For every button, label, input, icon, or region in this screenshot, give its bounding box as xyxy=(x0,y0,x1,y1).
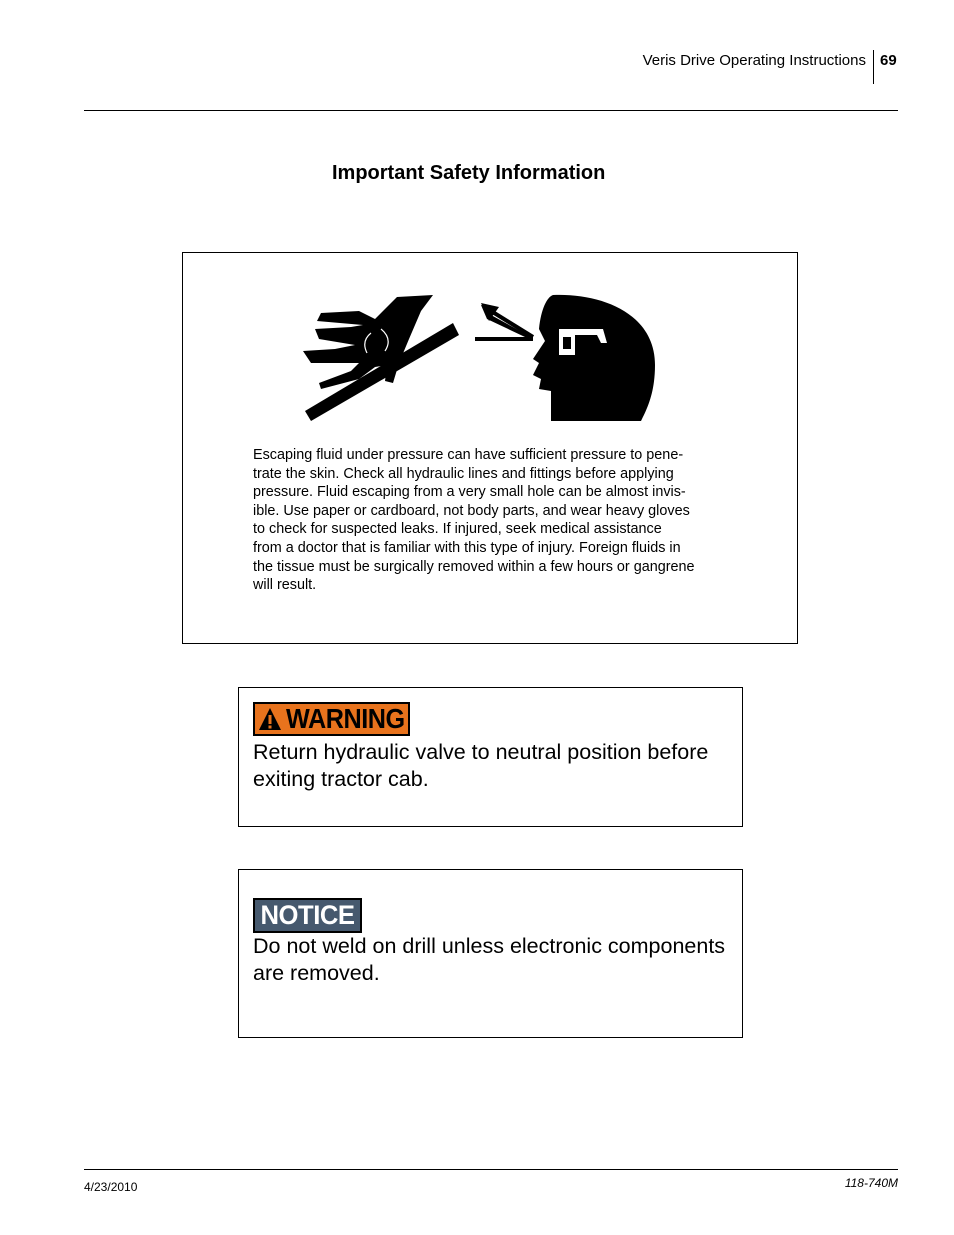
safety-line: Escaping fluid under pressure can have sufficient pressure to pene- xyxy=(253,447,684,463)
notice-line: Do not weld on drill unless electronic components xyxy=(253,934,726,958)
arrow-diagonal xyxy=(491,311,533,337)
notice-label-text: NOTICE xyxy=(260,900,355,930)
safety-line: to check for suspected leaks. If injured, seek medical assistance xyxy=(253,521,662,538)
hydraulic-fluid-injection-hazard-icon xyxy=(301,293,661,428)
goggle-lens xyxy=(563,337,571,349)
safety-paragraph xyxy=(253,446,719,595)
safety-line: will result. xyxy=(253,577,317,594)
footer-rule xyxy=(84,1169,898,1170)
footer-document-number: 118-740M xyxy=(844,1176,898,1190)
warning-line: exiting tractor cab. xyxy=(253,767,429,791)
section-title: Important Safety Information xyxy=(332,162,606,184)
footer-date: 4/23/2010 xyxy=(84,1180,138,1194)
hydraulic-safety-box xyxy=(182,252,798,644)
warning-triangle-icon xyxy=(258,707,282,731)
notice-box xyxy=(238,869,743,1038)
arrow-shape xyxy=(475,305,531,341)
notice-line: are removed. xyxy=(253,961,380,985)
safety-line: the tissue must be surgically removed within a few hours or gangrene xyxy=(253,558,695,575)
safety-line: pressure. Fluid escaping from a very small hole can be almost invis- xyxy=(253,484,686,501)
warning-label xyxy=(253,702,410,736)
warning-label-text: WARNING xyxy=(286,703,405,734)
running-header-title: Veris Drive Operating Instructions xyxy=(642,52,866,69)
warning-text xyxy=(253,739,733,793)
notice-text xyxy=(253,933,733,987)
page-number: 69 xyxy=(880,52,897,69)
notice-label xyxy=(253,898,362,933)
safety-line: from a doctor that is familiar with this type of injury. Foreign fluids in xyxy=(253,539,681,556)
header-rule xyxy=(84,110,898,111)
safety-line: trate the skin. Check all hydraulic lines and fittings before applying xyxy=(253,465,674,482)
head-shape xyxy=(533,295,655,421)
header-divider xyxy=(873,50,874,84)
warning-box xyxy=(238,687,743,827)
safety-line: ible. Use paper or cardboard, not body parts, and wear heavy gloves xyxy=(253,502,690,519)
warning-line: Return hydraulic valve to neutral position before xyxy=(253,740,709,764)
